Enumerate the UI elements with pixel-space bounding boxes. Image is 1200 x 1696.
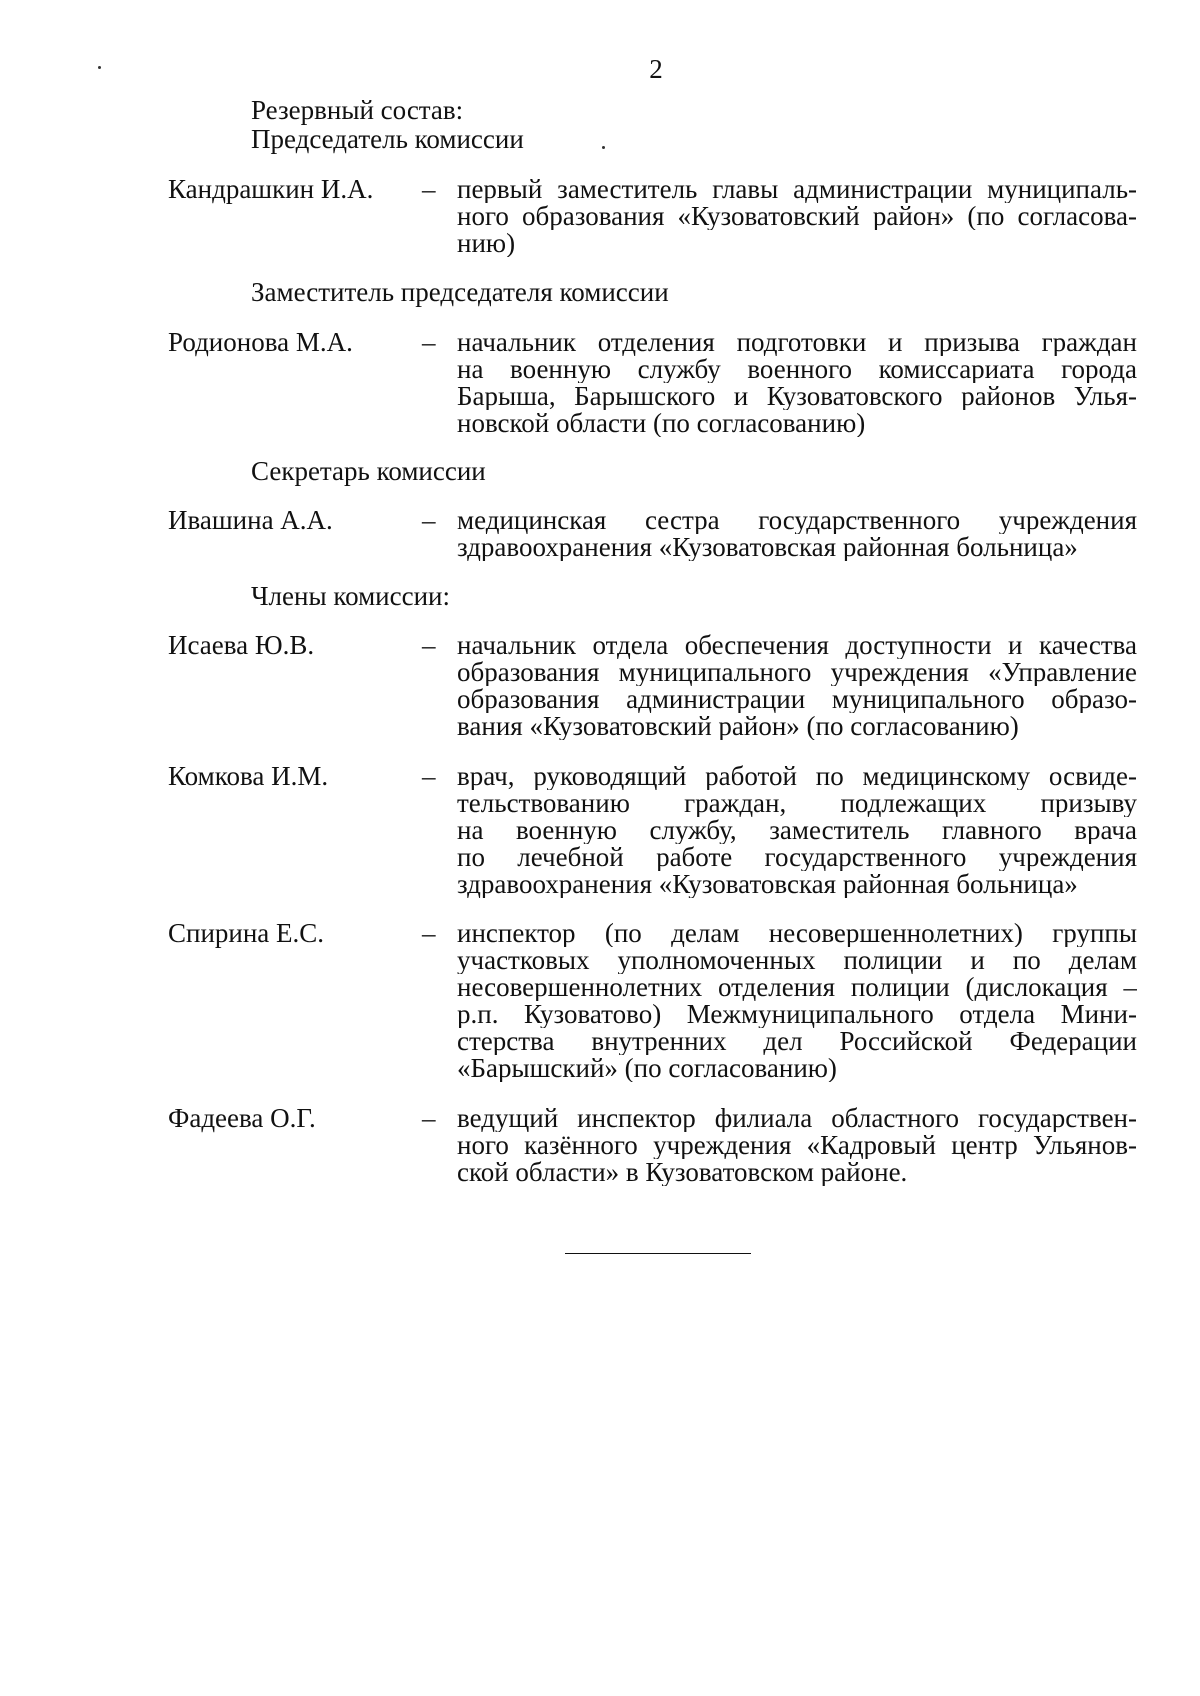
position-line: здравоохранения «Кузоватовская районная больница»: [457, 871, 1078, 898]
position-line: на военную службу, заместитель главного врача: [457, 817, 1137, 844]
position-line: тельствованию граждан, подлежащих призыву: [457, 790, 1137, 817]
member-position: [457, 763, 1137, 898]
secretary-heading: Секретарь комиссии: [251, 456, 486, 486]
members-heading: Члены комиссии:: [251, 581, 450, 611]
reserve-composition-title: Резервный состав:: [251, 95, 464, 125]
position-line: несовершеннолетних отделения полиции (дислокация –: [457, 974, 1137, 1001]
position-line: р.п. Кузоватово) Межмуниципального отдела Мини-: [457, 1001, 1137, 1028]
position-line: новской области (по согласованию): [457, 410, 866, 437]
position-line: на военную службу военного комиссариата города: [457, 356, 1137, 383]
dash-separator: –: [422, 1103, 436, 1133]
scan-speck: [98, 66, 101, 69]
position-line: ного казённого учреждения «Кадровый центр Ульянов-: [457, 1132, 1137, 1159]
member-name: Комкова И.М.: [168, 761, 329, 791]
dash-separator: –: [422, 761, 436, 791]
position-line: «Барышский» (по согласованию): [457, 1055, 837, 1082]
scan-speck: [602, 146, 605, 149]
member-name: Родионова М.А.: [168, 327, 353, 357]
member-position: [457, 920, 1137, 1082]
member-name: Исаева Ю.В.: [168, 630, 315, 660]
member-position: [457, 176, 1137, 257]
member-position: [457, 1105, 1137, 1186]
position-line: инспектор (по делам несовершеннолетних) группы: [457, 920, 1137, 947]
chair-heading: Председатель комиссии: [251, 124, 524, 154]
member-name: Кандрашкин И.А.: [168, 174, 374, 204]
deputy-chair-heading: Заместитель председателя комиссии: [251, 277, 669, 307]
position-line: нию): [457, 230, 516, 257]
position-line: начальник отделения подготовки и призыва граждан: [457, 329, 1137, 356]
position-line: медицинская сестра государственного учреждения: [457, 507, 1137, 534]
position-line: здравоохранения «Кузоватовская районная больница»: [457, 534, 1078, 561]
member-position: [457, 507, 1137, 561]
position-line: вания «Кузоватовский район» (по согласованию): [457, 713, 1019, 740]
position-line: ведущий инспектор филиала областного государствен-: [457, 1105, 1137, 1132]
position-line: по лечебной работе государственного учреждения: [457, 844, 1137, 871]
position-line: Барыша, Барышского и Кузоватовского районов Улья-: [457, 383, 1137, 410]
position-line: участковых уполномоченных полиции и по делам: [457, 947, 1137, 974]
member-position: [457, 632, 1137, 740]
position-line: первый заместитель главы администрации муниципаль-: [457, 176, 1137, 203]
member-name: Ивашина А.А.: [168, 505, 333, 535]
member-name: Фадеева О.Г.: [168, 1103, 316, 1133]
position-line: начальник отдела обеспечения доступности и качества: [457, 632, 1137, 659]
dash-separator: –: [422, 918, 436, 948]
dash-separator: –: [422, 327, 436, 357]
position-line: ного образования «Кузоватовский район» (по согласова-: [457, 203, 1137, 230]
dash-separator: –: [422, 174, 436, 204]
position-line: образования администрации муниципального образо-: [457, 686, 1137, 713]
position-line: ской области» в Кузоватовском районе.: [457, 1159, 908, 1186]
dash-separator: –: [422, 630, 436, 660]
position-line: стерства внутренних дел Российской Федерации: [457, 1028, 1137, 1055]
position-line: образования муниципального учреждения «Управление: [457, 659, 1137, 686]
member-position: [457, 329, 1137, 437]
page-number: 2: [649, 54, 663, 84]
closing-rule: [565, 1253, 751, 1254]
member-name: Спирина Е.С.: [168, 918, 325, 948]
dash-separator: –: [422, 505, 436, 535]
position-line: врач, руководящий работой по медицинскому освиде-: [457, 763, 1137, 790]
